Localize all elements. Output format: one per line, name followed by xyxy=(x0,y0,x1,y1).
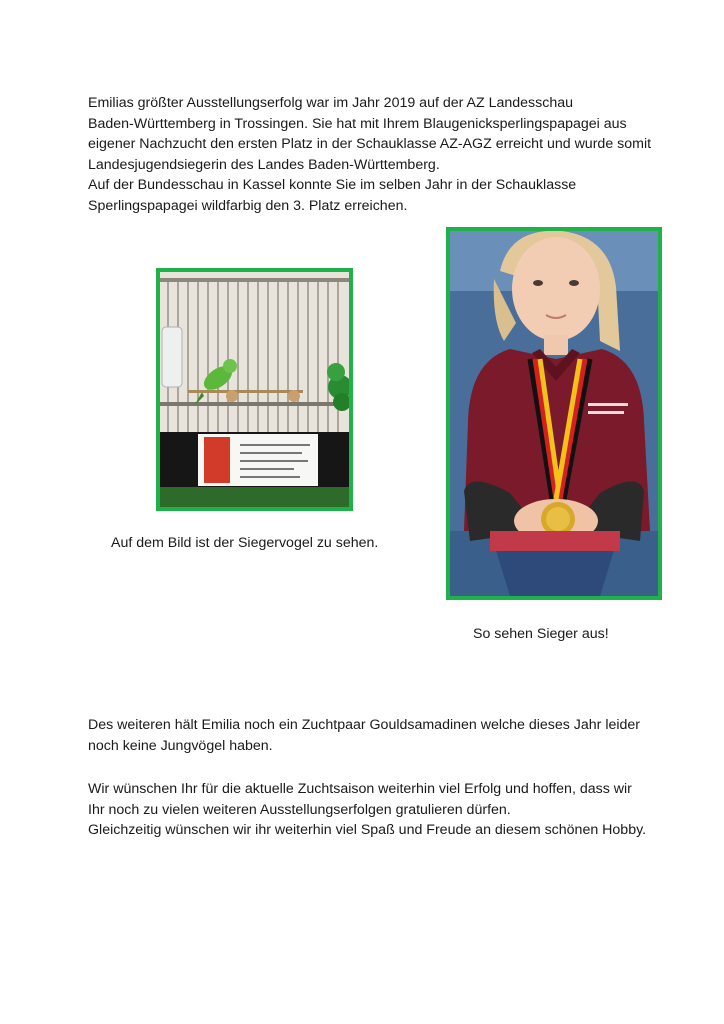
text-line: Sperlingspapagei wildfarbig den 3. Platz erreichen. xyxy=(88,197,408,214)
text-line: Ihr noch zu vielen weiteren Ausstellungserfolgen gratulieren dürfen. xyxy=(88,801,511,818)
text-line: Wir wünschen Ihr für die aktuelle Zuchtsaison weiterhin viel Erfolg und hoffen, dass wir xyxy=(88,781,632,797)
text-line: Landesjugendsiegerin des Landes Baden-Württemberg. xyxy=(88,156,440,173)
girl-photo-caption: So sehen Sieger aus! xyxy=(473,626,609,642)
text-line: Gleichzeitig wünschen wir ihr weiterhin viel Spaß und Freude an diesem schönen Hobby. xyxy=(88,822,647,839)
bird-photo-caption: Auf dem Bild ist der Siegervogel zu sehen. xyxy=(111,535,379,551)
intro-paragraph xyxy=(88,93,688,217)
bird-cage-image xyxy=(160,272,349,507)
text-line: noch keine Jungvögel haben. xyxy=(88,737,273,754)
text-line: eigener Nachzucht den ersten Platz in der Schauklasse AZ-AGZ erreicht und wurde somit xyxy=(88,136,652,153)
text-line: Baden-Württemberg in Trossingen. Sie hat mit Ihrem Blaugenicksperlingspapagei aus xyxy=(88,115,627,132)
text-line: Auf der Bundesschau in Kassel konnte Sie im selben Jahr in der Schauklasse xyxy=(88,177,577,194)
winner-bird-photo xyxy=(156,268,353,511)
text-line: Emilias größter Ausstellungserfolg war im Jahr 2019 auf der AZ Landesschau xyxy=(88,95,573,111)
girl-with-medal-image xyxy=(450,231,658,596)
text-line: Des weiteren hält Emilia noch ein Zuchtpaar Gouldsamadinen welche dieses Jahr leider xyxy=(88,717,641,733)
winner-girl-photo xyxy=(446,227,662,600)
breeding-paragraph xyxy=(88,715,688,756)
wishes-paragraph xyxy=(88,779,688,841)
